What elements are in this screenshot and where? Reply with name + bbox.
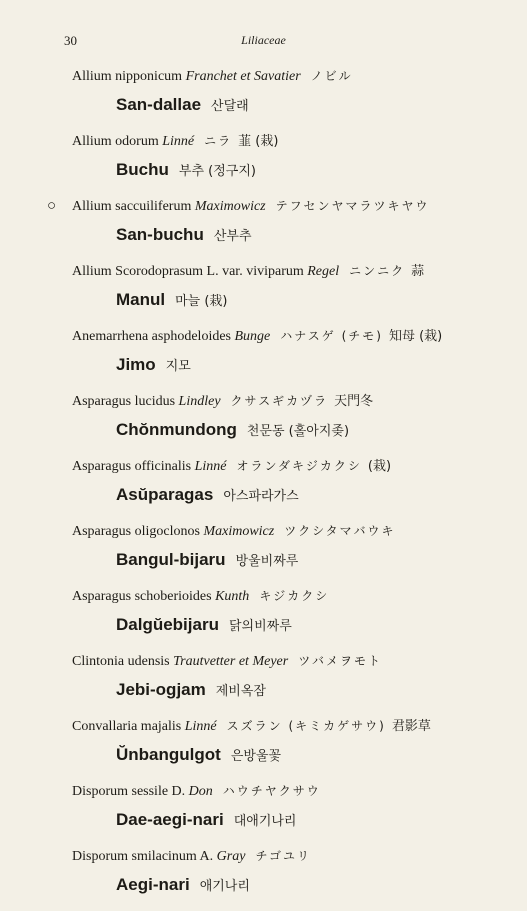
korean-name-line xyxy=(0,483,527,521)
japanese-name: ニンニク xyxy=(349,264,406,278)
japanese-name: オランダキジカクシ xyxy=(236,459,362,473)
latin-name-line xyxy=(0,586,527,613)
latin-name-line xyxy=(0,391,527,418)
kanji-note: (栽) xyxy=(367,459,392,474)
japanese-name: チゴユリ xyxy=(255,849,311,863)
kanji-note: 君影草 xyxy=(391,719,431,734)
author-name: Franchet et Savatier xyxy=(185,69,301,84)
korean-romanized-name: Jebi-ogjam xyxy=(116,680,206,699)
author-name: Lindley xyxy=(178,394,221,409)
korean-name-line xyxy=(0,613,527,651)
author-name: Kunth xyxy=(215,589,250,604)
hangul-name: 지모 xyxy=(165,359,191,374)
hangul-name: 대애기나리 xyxy=(233,814,297,829)
author-name: Gray xyxy=(216,849,246,864)
korean-romanized-name: San-buchu xyxy=(116,225,204,244)
korean-romanized-name: Bangul-bijaru xyxy=(116,550,226,569)
korean-romanized-name: San-dallae xyxy=(116,95,202,114)
author-name: Regel xyxy=(307,264,340,279)
korean-name-line xyxy=(0,743,527,781)
author-name: Don xyxy=(188,784,213,799)
korean-romanized-name: Aegi-nari xyxy=(116,875,190,894)
japanese-name: テフセンヤマラツキヤウ xyxy=(275,199,430,213)
author-name: Bunge xyxy=(234,329,271,344)
author-name: Maximowicz xyxy=(194,199,266,214)
species-name: Allium Scorodoprasum L. var. viviparum xyxy=(72,264,304,279)
latin-name-line xyxy=(0,131,527,158)
species-name: Asparagus officinalis xyxy=(72,459,192,474)
species-name: Asparagus schoberioides xyxy=(72,589,212,604)
hangul-name: 제비옥잠 xyxy=(215,684,266,699)
running-head: Liliaceae xyxy=(241,33,286,47)
japanese-name: ツクシタマバウキ xyxy=(284,524,396,538)
korean-name-line xyxy=(0,93,527,131)
species-name: Anemarrhena asphodeloides xyxy=(72,329,231,344)
kanji-note: 蒜 xyxy=(411,264,425,279)
hangul-name: 은방울꽃 xyxy=(230,749,282,764)
korean-name-line xyxy=(0,808,527,846)
species-name: Allium odorum xyxy=(72,134,159,149)
plant-entry xyxy=(0,261,527,326)
hangul-name: 마늘 (栽) xyxy=(175,294,228,309)
hangul-name: 산달래 xyxy=(211,99,249,114)
latin-name-line xyxy=(0,196,527,223)
korean-name-line xyxy=(0,873,527,911)
species-name: Asparagus lucidus xyxy=(72,394,176,409)
author-name: Linné xyxy=(194,459,227,474)
hangul-name: 부추 (정구지) xyxy=(178,164,256,179)
korean-romanized-name: Dae-aegi-nari xyxy=(116,810,224,829)
japanese-name: スズラン (キミカゲサウ) xyxy=(226,719,386,733)
korean-romanized-name: Jimo xyxy=(116,355,156,374)
korean-name-line xyxy=(0,418,527,456)
korean-name-line xyxy=(0,223,527,261)
latin-name-line xyxy=(0,521,527,548)
korean-romanized-name: Chŏnmundong xyxy=(116,420,237,439)
japanese-name: ノビル xyxy=(310,69,353,83)
hangul-name: 아스파라가스 xyxy=(223,489,299,504)
species-name: Clintonia udensis xyxy=(72,654,170,669)
plant-entry xyxy=(0,586,527,651)
entry-list xyxy=(0,66,527,911)
latin-name-line xyxy=(0,781,527,808)
hangul-name: 애기나리 xyxy=(199,879,250,894)
entry-marker: ○ xyxy=(47,198,57,214)
species-name: Allium nipponicum xyxy=(72,69,183,84)
korean-name-line xyxy=(0,158,527,196)
page-number: 30 xyxy=(64,33,77,48)
latin-name-line xyxy=(0,66,527,93)
latin-name-line xyxy=(0,326,527,353)
kanji-note: 知母 (栽) xyxy=(388,329,443,344)
plant-entry xyxy=(0,391,527,456)
korean-romanized-name: Buchu xyxy=(116,160,169,179)
japanese-name: クサスギカヅラ xyxy=(230,394,329,408)
latin-name-line xyxy=(0,651,527,678)
plant-entry xyxy=(0,781,527,846)
japanese-name: ハナスゲ (チモ) xyxy=(280,329,383,343)
japanese-name: ツバメヲモト xyxy=(298,654,382,668)
hangul-name: 닭의비짜루 xyxy=(228,619,292,634)
hangul-name: 천문동 (홀아지좆) xyxy=(246,424,350,439)
hangul-name: 방울비짜루 xyxy=(235,554,299,569)
author-name: Maximowicz xyxy=(203,524,275,539)
korean-romanized-name: Asŭparagas xyxy=(116,485,214,504)
plant-entry xyxy=(0,196,527,261)
plant-entry xyxy=(0,131,527,196)
korean-name-line xyxy=(0,288,527,326)
species-name: Disporum sessile D. xyxy=(72,784,186,799)
species-name: Disporum smilacinum A. xyxy=(72,849,214,864)
species-name: Allium saccuiliferum xyxy=(72,199,192,214)
japanese-name: ハウチヤクサウ xyxy=(222,784,321,798)
plant-entry xyxy=(0,521,527,586)
korean-name-line xyxy=(0,548,527,586)
plant-entry xyxy=(0,66,527,131)
plant-entry xyxy=(0,846,527,911)
japanese-name: ニラ xyxy=(204,134,233,148)
korean-name-line xyxy=(0,353,527,391)
plant-entry xyxy=(0,456,527,521)
species-name: Convallaria majalis xyxy=(72,719,182,734)
species-name: Asparagus oligoclonos xyxy=(72,524,200,539)
author-name: Trautvetter et Meyer xyxy=(173,654,289,669)
korean-romanized-name: Manul xyxy=(116,290,166,309)
kanji-note: 韮 (栽) xyxy=(238,134,279,149)
korean-romanized-name: Dalgŭebijaru xyxy=(116,615,219,634)
plant-entry xyxy=(0,326,527,391)
latin-name-line xyxy=(0,261,527,288)
latin-name-line xyxy=(0,846,527,873)
plant-entry xyxy=(0,716,527,781)
hangul-name: 산부추 xyxy=(213,229,252,244)
korean-name-line xyxy=(0,678,527,716)
kanji-note: 天門冬 xyxy=(334,394,374,409)
japanese-name: キジカクシ xyxy=(259,589,330,603)
latin-name-line xyxy=(0,716,527,743)
korean-romanized-name: Ŭnbangulgot xyxy=(116,745,221,764)
author-name: Linné xyxy=(162,134,195,149)
latin-name-line xyxy=(0,456,527,483)
author-name: Linné xyxy=(184,719,217,734)
plant-entry xyxy=(0,651,527,716)
